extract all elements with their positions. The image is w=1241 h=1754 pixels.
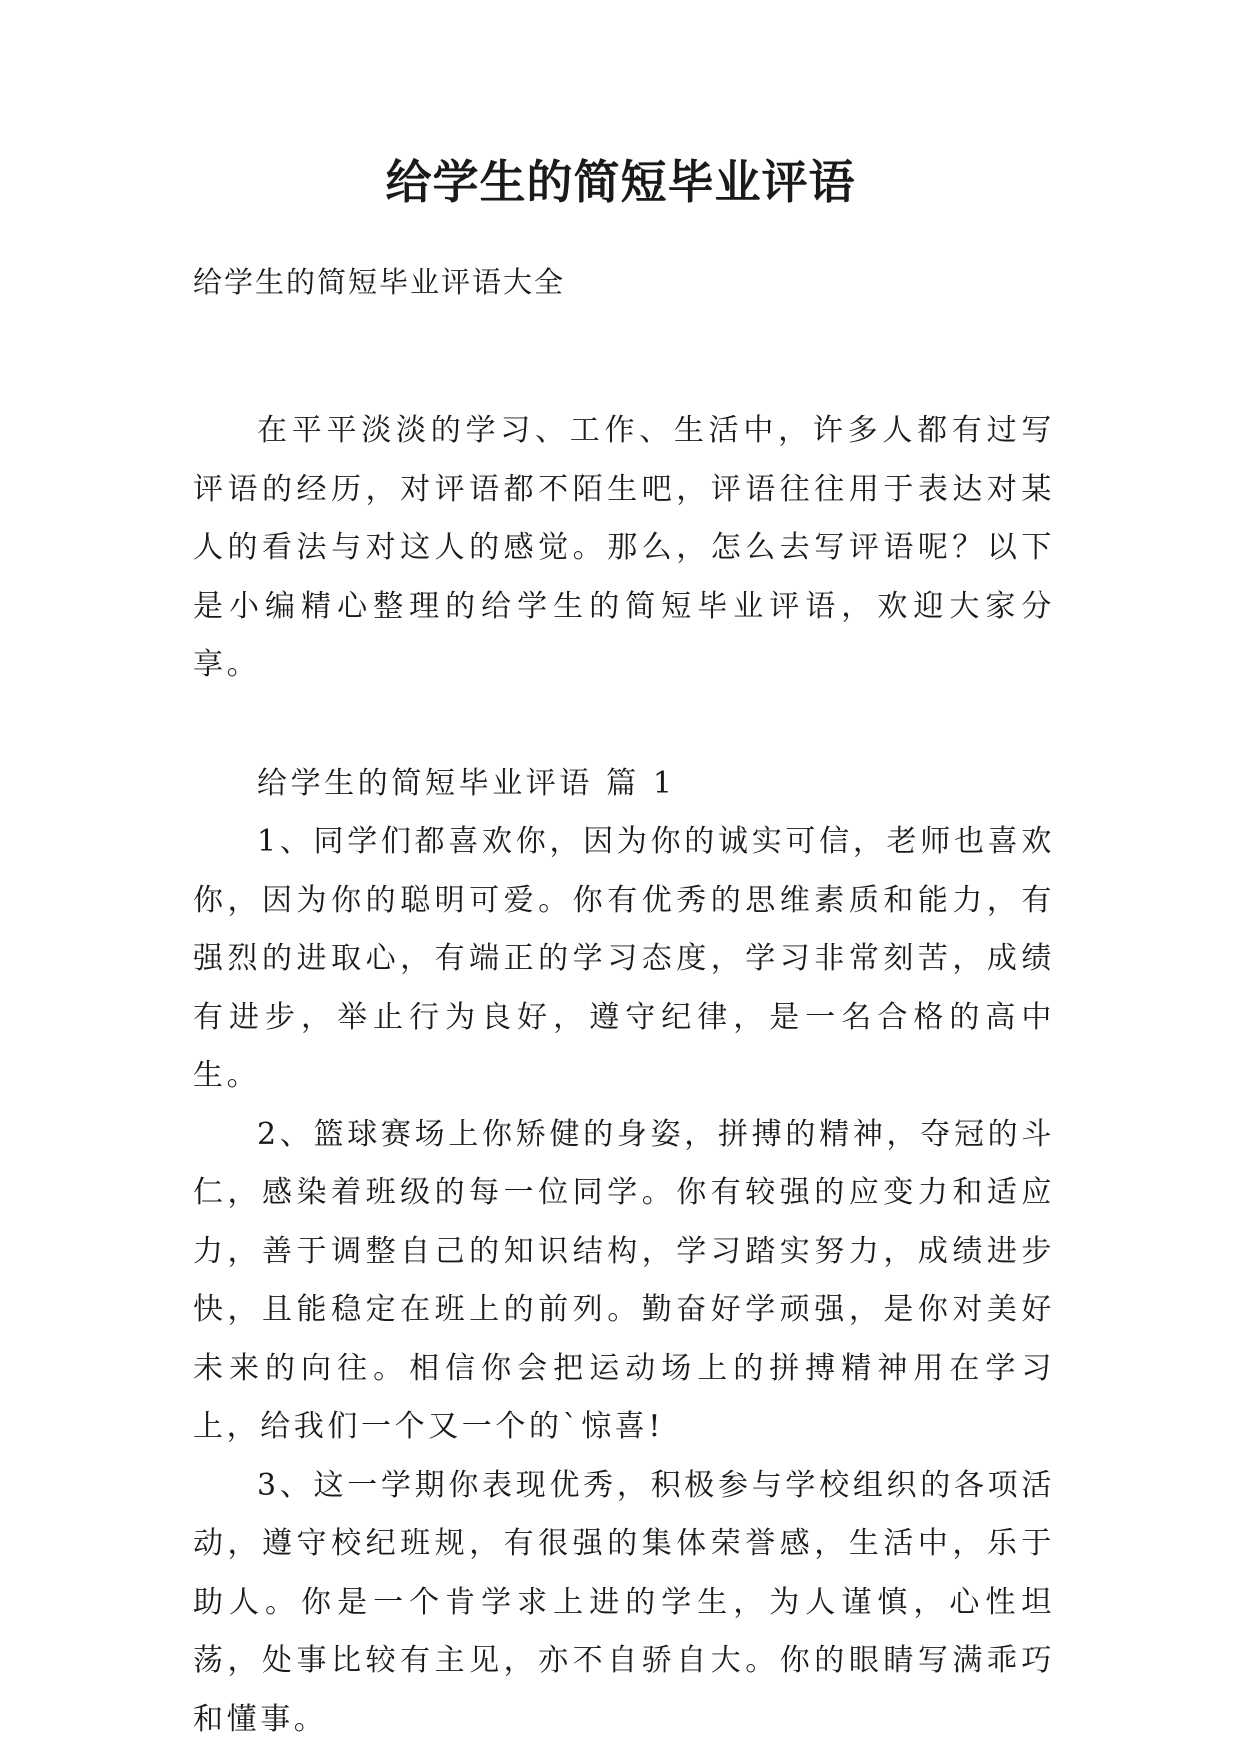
comment-paragraph-2: 2、篮球赛场上你矫健的身姿，拼搏的精神，夺冠的斗仁，感染着班级的每一位同学。你有较强的应变力和适应力，善于调整自己的知识结构，学习踏实努力，成绩进步快，且能稳定在班上的前列。勤奋好学顽强，是你对美好未来的向往。相信你会把运动场上的拼搏精神用在学习上，给我们一个又一个的`惊喜! (193, 1116, 1055, 1444)
intro-paragraph: 在平平淡淡的学习、工作、生活中，许多人都有过写评语的经历，对评语都不陌生吧，评语往往用于表达对某人的看法与对这人的感觉。那么，怎么去写评语呢？以下是小编精心整理的给学生的简短毕业评语，欢迎大家分享。 (193, 413, 1055, 682)
comment-paragraph-3: 3、这一学期你表现优秀，积极参与学校组织的各项活动，遵守校纪班规，有很强的集体荣誉感，生活中，乐于助人。你是一个肯学求上进的学生，为人谨慎，心性坦荡，处事比较有主见，亦不自骄自大。你的眼睛写满乖巧和懂事。 (193, 1467, 1055, 1737)
document-body (193, 402, 1055, 1749)
section-heading: 给学生的简短毕业评语 篇 1 (257, 765, 676, 801)
document-title: 给学生的简短毕业评语 (385, 155, 856, 209)
document-subtitle: 给学生的简短毕业评语大全 (193, 265, 566, 299)
paragraph-spacer (193, 695, 1055, 755)
comment-paragraph-1: 1、同学们都喜欢你，因为你的诚实可信，老师也喜欢你，因为你的聪明可爱。你有优秀的思维素质和能力，有强烈的进取心，有端正的学习态度，学习非常刻苦，成绩有进步，举止行为良好，遵守纪律，是一名合格的高中生。 (193, 824, 1055, 1093)
